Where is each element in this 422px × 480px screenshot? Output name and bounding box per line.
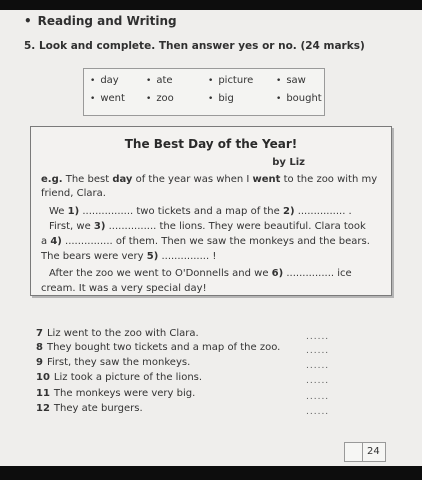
story-fragment: First, we [49, 221, 94, 232]
word-box-item: • ate [146, 75, 173, 86]
story-fragment: After the zoo we went to O'Donnells and we [49, 268, 272, 279]
word-box [83, 68, 325, 116]
story-fragment: a [41, 236, 51, 247]
story-fragment: ................ two tickets and a map of the [79, 206, 283, 217]
answer-blank[interactable]: ...... [306, 392, 330, 402]
question-number: 10 [36, 372, 50, 383]
question-row [36, 357, 190, 368]
question-row [36, 403, 143, 414]
story-keyword: day [112, 174, 133, 185]
story-keyword: 6) [271, 268, 284, 279]
workbook-page [0, 10, 422, 466]
story-fragment: ............... of them. Then we saw the monkeys and the bears. [61, 236, 370, 247]
answer-blank[interactable]: ...... [306, 361, 330, 371]
story-fragment: ............... ! [158, 251, 217, 262]
story-line [41, 282, 207, 296]
page-number-box [344, 442, 386, 462]
question-text: They bought two tickets and a map of the zoo. [46, 342, 281, 353]
question-row [36, 372, 202, 383]
question-text: Liz went to the zoo with Clara. [46, 328, 199, 339]
story-line [49, 220, 366, 234]
question-text: The monkeys were very big. [53, 388, 196, 399]
story-line [41, 235, 370, 249]
word-box-item: • big [208, 93, 234, 104]
word-box-item: • saw [276, 75, 306, 86]
story-keyword: went [252, 174, 281, 185]
question-number: 8 [36, 342, 43, 353]
question-text: They ate burgers. [53, 403, 143, 414]
story-fragment: cream. It was a very special day! [41, 283, 207, 294]
story-line [41, 173, 377, 187]
question-row [36, 328, 199, 339]
answer-blank[interactable]: ...... [306, 346, 330, 356]
story-fragment: ............... . [294, 206, 352, 217]
question-number: 11 [36, 388, 50, 399]
story-fragment: to the zoo with my [280, 174, 378, 185]
story-line [41, 187, 106, 201]
answer-blank[interactable]: ...... [306, 407, 330, 417]
story-title: The Best Day of the Year! [124, 137, 298, 151]
task-instruction: 5. Look and complete. Then answer yes or no. (24 marks) [24, 40, 365, 52]
story-keyword: 5) [146, 251, 159, 262]
question-number: 12 [36, 403, 50, 414]
question-number: 9 [36, 357, 43, 368]
story-fragment: The best [62, 174, 113, 185]
question-row [36, 342, 280, 353]
word-box-item: • zoo [146, 93, 174, 104]
answer-blank[interactable]: ...... [306, 376, 330, 386]
story-keyword: e.g. [41, 174, 63, 185]
story-keyword: 4) [50, 236, 62, 247]
story-line [41, 250, 216, 264]
story-keyword: 1) [67, 206, 80, 217]
word-box-item: • day [90, 75, 119, 86]
story-line [49, 205, 352, 219]
question-number: 7 [36, 328, 43, 339]
page-number: 24 [367, 446, 380, 457]
word-box-item: • went [90, 93, 125, 104]
story-line [49, 267, 352, 281]
question-row [36, 388, 195, 399]
story-fragment: of the year was when I [132, 174, 253, 185]
story-keyword: 2) [282, 206, 295, 217]
section-bullet: • [24, 14, 32, 28]
story-keyword: 3) [93, 221, 106, 232]
story-fragment: The bears were very [41, 251, 147, 262]
story-box [30, 126, 392, 296]
section-title: Reading and Writing [37, 14, 177, 28]
score-cell [345, 443, 363, 461]
story-fragment: We [49, 206, 68, 217]
story-fragment: friend, Clara. [41, 188, 106, 199]
question-text: Liz took a picture of the lions. [53, 372, 203, 383]
section-heading [24, 14, 177, 28]
answer-blank[interactable]: ...... [306, 332, 330, 342]
story-fragment: ............... the lions. They were beautiful. Clara took [105, 221, 366, 232]
story-fragment: ............... ice [283, 268, 352, 279]
question-text: First, they saw the monkeys. [46, 357, 191, 368]
story-author: by Liz [272, 157, 305, 168]
word-box-item: • picture [208, 75, 253, 86]
word-box-item: • bought [276, 93, 322, 104]
